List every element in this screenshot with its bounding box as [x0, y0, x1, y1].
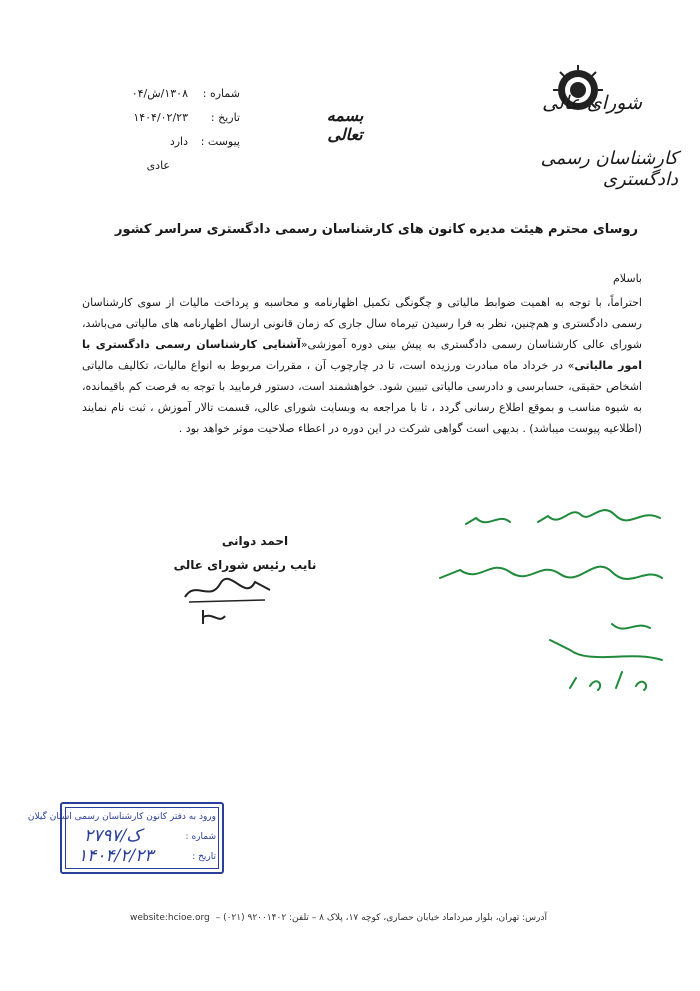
- body-text-part1: احتراماً، با توجه به اهمیت ضوابط مالیاتی و چگونگی تکمیل اظهارنامه و محاسبه و پرداخت مالیات از سوی کارشناسان رسمی دادگستری و هم‌چنین، نظر به فرا رسیدن تیرماه سال جاری که زمان قانونی ارسال اظهارنامه های مالیاتی می‌باشد، شورای عالی کارشناسان رسمی دادگستری به پیش بینی دوره آموزشی«: [82, 296, 642, 351]
- letter-body: [82, 292, 642, 439]
- recipient: روسای محترم هیئت مدیره کانون های کارشناسان رسمی دادگستری سراسر کشور: [114, 222, 638, 237]
- attachment-label: پیوست :: [200, 135, 240, 148]
- date-value: ۱۴۰۴/۰۲/۲۳: [133, 111, 188, 124]
- meta-attachment: [120, 130, 240, 154]
- stamp-date-value: ۱۴۰۴/۲/۲۳: [78, 846, 154, 866]
- number-value: ۱۳۰۸/ش/۰۴: [131, 87, 188, 100]
- number-label: شماره :: [202, 87, 240, 100]
- attachment-value: دارد: [169, 135, 188, 148]
- stamp-date-label: تاریخ :: [192, 852, 216, 862]
- org-name-line1: شورای عالی: [542, 92, 642, 114]
- course-title: آشنایی کارشناسان رسمی دادگستری با امور مالیاتی: [82, 338, 642, 372]
- meta-number: [120, 82, 240, 106]
- signatory-title: نایب رئیس شورای عالی: [173, 558, 317, 572]
- letter-meta: [120, 82, 240, 178]
- org-name-line2: کارشناسان رسمی دادگستری: [540, 148, 678, 190]
- signature-image: [175, 572, 295, 632]
- received-stamp: [27, 802, 224, 874]
- date-label: تاریخ :: [210, 111, 240, 124]
- footer-address: آدرس: تهران، بلوار میرداماد خیابان حصاری، کوچه ۱۷، پلاک ۸ – تلفن: ۹۲۰۰۱۴۰۲ (۰۲۱) –: [215, 913, 547, 923]
- salutation: باسلام: [612, 272, 642, 285]
- meta-date: [120, 106, 240, 130]
- priority-value: عادی: [146, 159, 170, 172]
- stamp-title: ورود به دفتر کانون کارشناسان رسمی استان گیلان: [27, 812, 216, 822]
- footer-website: website:hcioe.org: [130, 913, 210, 923]
- stamp-number-label: شماره :: [185, 832, 216, 842]
- stamp-number-value: ۲۷۹۷/ک: [84, 826, 142, 846]
- bismillah: بسمه تعالی: [326, 106, 364, 144]
- body-text-part2: » در خرداد ماه مبادرت ورزیده است، تا در چارچوب آن ، مقررات مربوط به انواع مالیات، تکالیف مالیاتی اشخاص حقیقی، حسابرسی و دادرسی مالیاتی تبیین شود. خواهشمند است، دستور فرمایید با توجه به فرصت کم باقیمانده، به شیوه مناسب و بموقع اطلاع رسانی گردد ، تا با مراجعه به وبسایت شورای عالی، قسمت تالار آموزش ، ثبت نام نمایند (اطلاعیه پیوست میباشد) . بدیهی است گواهی شرکت در این دوره در اعطاء صلاحیت موثر خواهد بود .: [82, 359, 642, 435]
- signatory-name: احمد دوانی: [221, 534, 289, 548]
- footer: [130, 913, 600, 923]
- handwritten-annotation: [380, 500, 680, 700]
